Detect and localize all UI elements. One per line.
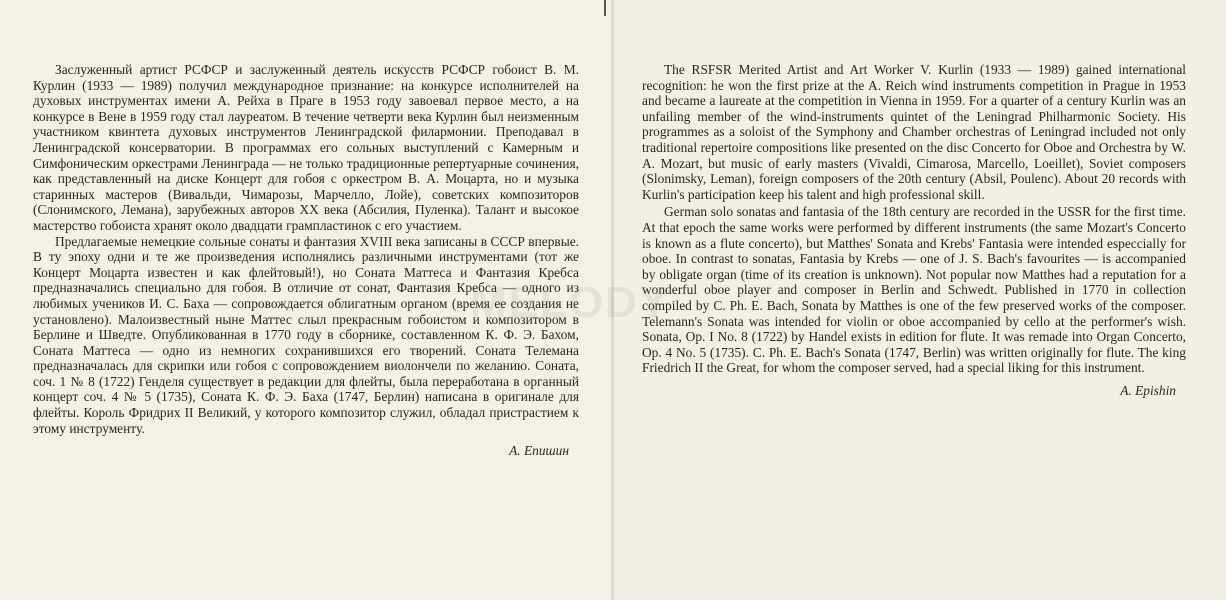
russian-text-column — [33, 62, 579, 459]
english-paragraph-1: The RSFSR Merited Artist and Art Worker V. Kurlin (1933 — 1989) gained international recognition: he won the first prize at the A. Reich wind instruments competition in Prague in 1953 and became a laureate at the competition in Vienna in 1959. For a quarter of a century Kurlin was an unfailing member of the wind-instruments quintet of the Leningrad Philharmonic Society. His programmes as a soloist of the Symphony and Chamber orchestras of Leningrad included not only traditional repertoire compositions like presented on the disc Concerto for Oboe and Orchestra by W. A. Mozart, but music of early masters (Vivaldi, Cimarosa, Marcello, Loeillet), Soviet composers (Slonimsky, Leman), foreign composers of the 20th century (Absil, Poulenc). About 20 records with Kurlin's participation keep his talent and high professional skill. — [642, 62, 1186, 202]
russian-paragraph-1: Заслуженный артист РСФСР и заслуженный деятель искусств РСФСР гобоист В. М. Курлин (1933 — 1989) получил международное признание: на конкурсе исполнителей на духовых инструментах имени А. Рейха в Праге в 1953 году завоевал первое место, а на конкурсе в Вене в 1959 году стал лауреатом. В течение четверти века Курлин был неизменным участником квинтета духовых инструментов Ленинградской филармонии. Преподавал в Ленинградской консерватории. В программах его сольных выступлений с Камерным и Симфоническим оркестрами Ленинграда — не только традиционные репертуарные сочинения, как представленный на диске Концерт для гобоя с оркестром В. А. Моцарта, но и музыка старинных мастеров (Вивальди, Чимарозы, Марчелло, Лойе), советских композиторов (Слонимского, Лемана), зарубежных авторов XX века (Абсилия, Пуленка). Талант и высокое мастерство гобоиста хранят около двадцати грампластинок с его участием. — [33, 62, 579, 233]
english-paragraph-2: German solo sonatas and fantasia of the 18th century are recorded in the USSR for the first time. At that epoch the same works were performed by different instruments (the same Mozart's Concerto is known as a flute concerto), but Matthes' Sonata and Krebs' Fantasia were intended espeсcially for oboe. In contrast to sonatas, Fantasia by Krebs — one of J. S. Bach's favourites — is accompanied by obligate organ (time of its creation is unknown). Not popular now Matthes had a reputation for a wonderful oboe player and composer in Berlin and Schwedt. Published in 1770 in collection compiled by C. Ph. E. Bach, Sonata by Matthes is one of the few preserved works of the composer. Telemann's Sonata was intended for violin or oboe accompanied by cello at the performer's wish. Sonata, Op. I No. 8 (1722) by Handel exists in edition for flute. It was remade into Organ Concerto, Op. 4 No. 5 (1735). C. Ph. E. Bach's Sonata (1747, Berlin) was written originally for flute. The king Friedrich II the Great, for whom the composer served, had a special liking for this instrument. — [642, 204, 1186, 376]
page-fold — [611, 0, 614, 600]
russian-paragraph-2: Предлагаемые немецкие сольные сонаты и фантазия XVIII века записаны в СССР впервые. В ту эпоху одни и те же произведения исполнялись различными инструментами (тот же Концерт Моцарта известен и как флейтовый!), но Соната Маттеса и Фантазия Кребса предназначались специально для гобоя. В отличие от сонат, Фантазия Кребса — одного из любимых учеников И. С. Баха — сопровождается облигатным органом (время ее создания не установлено). Малоизвестный ныне Маттес слыл прекрасным гобоистом и композитором в Берлине и Шведте. Опубликованная в 1770 году в сборнике, составленном К. Ф. Э. Бахом, Соната Маттеса — одно из немногих сохранившихся его творений. Соната Телемана предназначалась для скрипки или гобоя с сопровождением виолончели по желанию. Соната, соч. 1 № 8 (1722) Генделя существует в редакции для флейты, была переработана в органный концерт соч. 4 № 5 (1735), Соната К. Ф. Э. Баха (1747, Берлин) написана в оригинале для флейты. Король Фридрих II Великий, у которого композитор служил, обладал пристрастием к этому инструменту. — [33, 233, 579, 436]
english-text-column — [642, 62, 1186, 398]
english-signature: A. Epishin — [1120, 382, 1176, 398]
russian-signature: А. Епишин — [509, 443, 569, 459]
page-notch — [604, 0, 606, 16]
